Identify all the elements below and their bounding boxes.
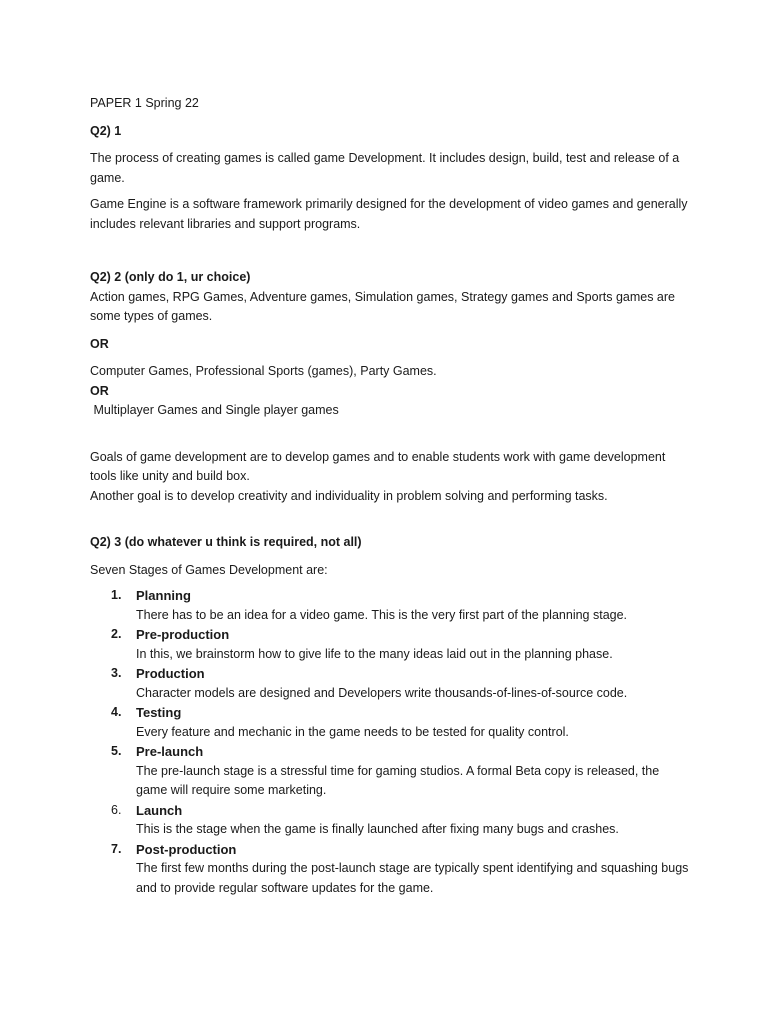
- q2-or-1: OR: [90, 336, 109, 351]
- q2-option-players: Multiplayer Games and Single player games: [90, 403, 339, 417]
- stage-title: Pre-production: [136, 627, 230, 642]
- stage-description: Every feature and mechanic in the game needs to be tested for quality control.: [136, 724, 569, 739]
- list-item: [90, 703, 690, 742]
- stage-title: Pre-launch: [136, 744, 204, 759]
- stage-number: 3.: [111, 666, 122, 680]
- q3-heading: Q2) 3 (do whatever u think is required, not all): [90, 535, 362, 549]
- list-item: [90, 742, 690, 801]
- stage-title: Testing: [136, 705, 182, 720]
- q2-goals-para: Goals of game development are to develop games and to enable students work with game development tools like unity and build box.: [90, 449, 666, 483]
- q2-heading: Q2) 2 (only do 1, ur choice): [90, 270, 251, 284]
- q2-option-types: Action games, RPG Games, Adventure games, Simulation games, Strategy games and Sports games are some types of games.: [90, 289, 676, 323]
- list-item: [90, 664, 690, 703]
- stage-number: 6.: [111, 802, 122, 817]
- q1-heading: Q2) 1: [90, 123, 122, 138]
- q3-intro: Seven Stages of Games Development are:: [90, 562, 328, 577]
- list-item: [90, 801, 690, 840]
- stage-description: The first few months during the post-launch stage are typically spent identifying and squashing bugs and to provide regular software updates for the game.: [136, 861, 689, 895]
- list-item: [90, 586, 690, 625]
- q2-goals-para-2: Another goal is to develop creativity and individuality in problem solving and performing tasks.: [90, 488, 608, 503]
- stages-list: [90, 586, 690, 898]
- stage-title: Launch: [136, 802, 183, 818]
- q2-or-2: OR: [90, 383, 109, 398]
- stage-description: This is the stage when the game is finally launched after fixing many bugs and crashes.: [136, 822, 619, 836]
- q2-option-categories: Computer Games, Professional Sports (games), Party Games.: [90, 364, 437, 378]
- document-page: [90, 94, 690, 898]
- stage-title: Production: [136, 666, 205, 681]
- q1-para-game-engine: Game Engine is a software framework primarily designed for the development of video games and generally includes relevant libraries and support programs.: [90, 197, 688, 231]
- stage-number: 4.: [111, 705, 122, 719]
- paper-header: PAPER 1 Spring 22: [90, 96, 199, 110]
- stage-number: 2.: [111, 627, 122, 641]
- stage-title: Planning: [136, 588, 191, 603]
- q1-para-game-development: The process of creating games is called game Development. It includes design, build, test and release of a game.: [90, 151, 680, 185]
- list-item: [90, 625, 690, 664]
- stage-description: In this, we brainstorm how to give life to the many ideas laid out in the planning phase.: [136, 646, 613, 661]
- stage-number: 7.: [111, 841, 122, 856]
- stage-description: Character models are designed and Developers write thousands-of-lines-of-source code.: [136, 685, 628, 700]
- stage-title: Post-production: [136, 841, 237, 857]
- stage-description: There has to be an idea for a video game. This is the very first part of the planning stage.: [136, 607, 628, 622]
- stage-description: The pre-launch stage is a stressful time for gaming studios. A formal Beta copy is released, the game will require some marketing.: [136, 763, 660, 797]
- stage-number: 1.: [111, 588, 122, 602]
- stage-number: 5.: [111, 744, 122, 758]
- list-item: [90, 840, 690, 899]
